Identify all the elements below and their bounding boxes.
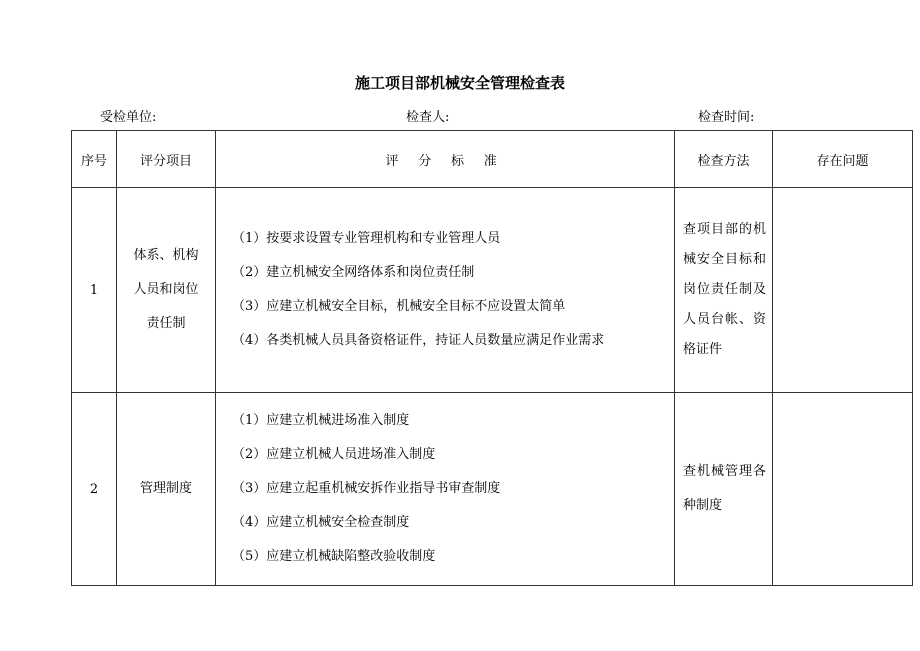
- inspector-label: 检查人:: [406, 110, 450, 125]
- row-method: 查机械管理各种制度: [675, 393, 773, 586]
- criterion: （1）按要求设置专业管理机构和专业管理人员: [232, 231, 501, 246]
- criterion: （4）各类机械人员具备资格证件，持证人员数量应满足作业需求: [232, 333, 605, 348]
- criterion: （2）应建立机械人员进场准入制度: [232, 447, 436, 462]
- table-row: [72, 188, 913, 393]
- row-seq: 1: [72, 188, 117, 393]
- criterion: （3）应建立起重机械安拆作业指导书审查制度: [232, 481, 501, 496]
- row-item: [117, 393, 216, 586]
- header-seq: 序号: [72, 131, 117, 188]
- criterion: （1）应建立机械进场准入制度: [232, 413, 410, 428]
- row-method: 查项目部的机械安全目标和岗位责任制及人员台帐、资格证件: [675, 188, 773, 393]
- row-criteria: [216, 393, 675, 586]
- header-criteria: 评 分 标 准: [216, 131, 675, 188]
- criterion: （5）应建立机械缺陷整改验收制度: [232, 549, 436, 564]
- criterion: （3）应建立机械安全目标，机械安全目标不应设置太简单: [232, 299, 566, 314]
- inspected-unit-label: 受检单位:: [100, 110, 157, 125]
- row-issues[interactable]: [773, 393, 913, 586]
- table-header-row: [72, 131, 913, 188]
- criterion: （4）应建立机械安全检查制度: [232, 515, 410, 530]
- header-item: 评分项目: [117, 131, 216, 188]
- inspect-time-label: 检查时间:: [698, 110, 755, 125]
- item-line: 体系、机构: [133, 248, 199, 263]
- page-title: 施工项目部机械安全管理检查表: [354, 74, 565, 92]
- inspection-table: [71, 130, 913, 586]
- item-line: 管理制度: [139, 481, 192, 496]
- item-line: 人员和岗位: [133, 282, 199, 297]
- row-item: [117, 188, 216, 393]
- row-criteria: [216, 188, 675, 393]
- row-issues[interactable]: [773, 188, 913, 393]
- criterion: （2）建立机械安全网络体系和岗位责任制: [232, 265, 475, 280]
- header-issues: 存在问题: [773, 131, 913, 188]
- table-row: [72, 393, 913, 586]
- item-line: 责任制: [146, 316, 186, 331]
- header-method: 检查方法: [675, 131, 773, 188]
- row-seq: 2: [72, 393, 117, 586]
